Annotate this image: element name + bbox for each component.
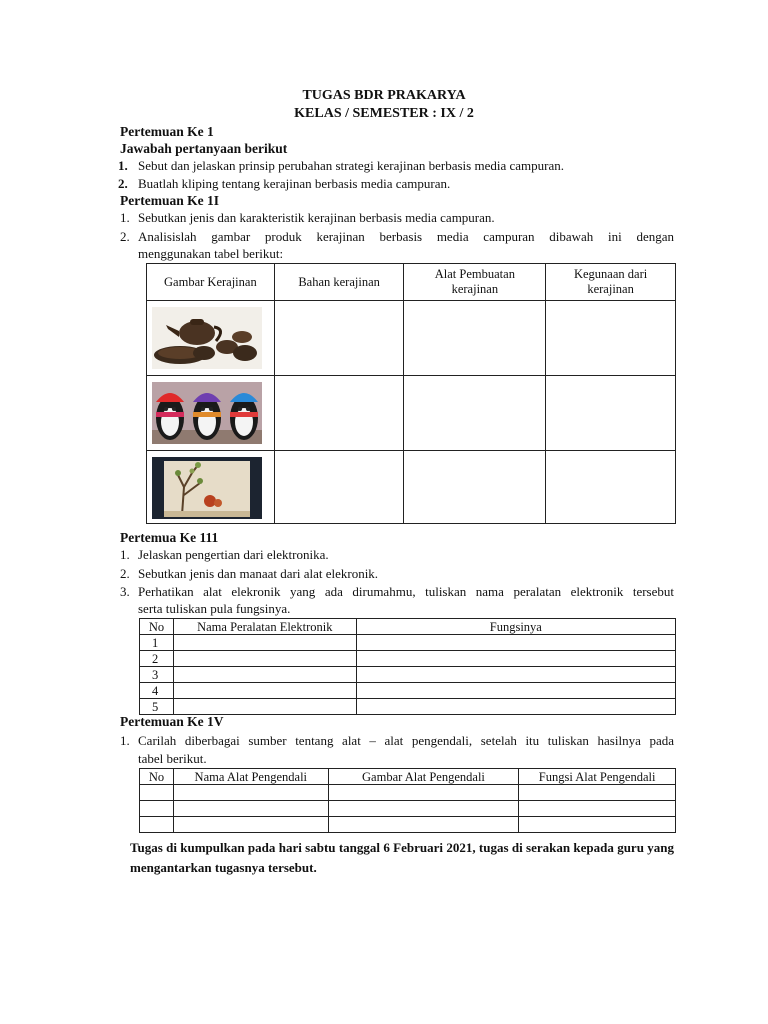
- meeting2-item1-number: 1.: [120, 210, 130, 225]
- meeting3-item1-text: Jelaskan pengertian dari elektronika.: [138, 547, 329, 562]
- table-row: [140, 817, 676, 833]
- meeting1-item2-text: Buatlah kliping tentang kerajinan berbasis media campuran.: [138, 176, 451, 191]
- meeting3-item3-number: 3.: [120, 584, 130, 599]
- meeting4-item1-text-cont: tabel berikut.: [138, 751, 207, 766]
- header-label: Alat Pembuatan: [434, 267, 515, 281]
- table-cell: [173, 635, 356, 651]
- meeting1-instruction: Jawabah pertanyaan berikut: [120, 141, 288, 156]
- table-row: [147, 376, 676, 451]
- row-number: 1: [140, 635, 174, 651]
- header-nama-peralatan: Nama Peralatan Elektronik: [173, 619, 356, 635]
- header-label: Bahan kerajinan: [298, 274, 380, 289]
- table-cell: [356, 699, 675, 715]
- meeting1-item1-number: 1.: [118, 158, 128, 173]
- table-cell: [404, 451, 546, 524]
- meeting1-item2-number: 2.: [118, 176, 128, 191]
- meeting3-item2-number: 2.: [120, 566, 130, 581]
- table-row: [140, 683, 676, 699]
- meeting1-item1-text: Sebut dan jelaskan prinsip perubahan strategi kerajinan berbasis media campuran.: [138, 158, 564, 173]
- table-cell: [274, 301, 404, 376]
- table-cell: [173, 785, 328, 801]
- row-number: [140, 785, 174, 801]
- table-header-row: [147, 264, 676, 301]
- table-row: [140, 651, 676, 667]
- header-bahan-kerajinan: [274, 264, 404, 301]
- table-cell: [173, 651, 356, 667]
- table-cell: [356, 667, 675, 683]
- table-cell: [519, 801, 676, 817]
- header-gambar-alat: Gambar Alat Pengendali: [328, 769, 519, 785]
- table-row: [140, 635, 676, 651]
- controller-table: [139, 768, 676, 833]
- row-number: 2: [140, 651, 174, 667]
- meeting3-item3-text-cont: serta tuliskan pula fungsinya.: [138, 601, 291, 616]
- meeting2-item2-number: 2.: [120, 229, 130, 244]
- meeting1-title: Pertemuan Ke 1: [120, 124, 214, 139]
- table-cell: [328, 801, 519, 817]
- header-label: Kegunaan dari: [573, 267, 648, 281]
- teapot-set-photo: [152, 307, 262, 369]
- row-number: 3: [140, 667, 174, 683]
- table-cell: [519, 817, 676, 833]
- meeting3-item3-text: Perhatikan alat elekronik yang ada dirumahmu, tuliskan nama peralatan elektronik tersebut: [138, 584, 674, 599]
- table-cell: [546, 376, 676, 451]
- meeting4-title: Pertemuan Ke 1V: [120, 714, 224, 729]
- table-cell: [274, 376, 404, 451]
- table-cell: [404, 301, 546, 376]
- image-cell: [147, 451, 275, 524]
- image-cell: [147, 301, 275, 376]
- meeting3-item1-number: 1.: [120, 547, 130, 562]
- electronics-table: [139, 618, 676, 715]
- table-row: [147, 451, 676, 524]
- header-fungsinya: Fungsinya: [356, 619, 675, 635]
- meeting2-item2-text-cont: menggunakan tabel berikut:: [138, 246, 284, 261]
- table-cell: [356, 683, 675, 699]
- meeting3-item2-text: Sebutkan jenis dan manaat dari alat elekronik.: [138, 566, 379, 581]
- row-number: 4: [140, 683, 174, 699]
- header-fungsi-alat: Fungsi Alat Pengendali: [519, 769, 676, 785]
- document-subtitle: KELAS / SEMESTER : IX / 2: [294, 106, 474, 121]
- table-cell: [546, 301, 676, 376]
- table-cell: [173, 817, 328, 833]
- header-no: No: [140, 619, 174, 635]
- table-header-row: [140, 619, 676, 635]
- header-no: No: [140, 769, 174, 785]
- header-kegunaan: [546, 264, 676, 301]
- header-label: Gambar Kerajinan: [164, 274, 257, 289]
- image-cell: [147, 376, 275, 451]
- meeting3-title: Pertemua Ke 111: [120, 530, 219, 545]
- table-cell: [173, 801, 328, 817]
- table-row: [140, 667, 676, 683]
- table-cell: [356, 651, 675, 667]
- header-label: kerajinan: [451, 282, 499, 296]
- table-cell: [328, 785, 519, 801]
- row-number: [140, 817, 174, 833]
- row-number: 5: [140, 699, 174, 715]
- table-row: [140, 785, 676, 801]
- table-cell: [546, 451, 676, 524]
- meeting2-item2-text: Analisislah gambar produk kerajinan berbasis media campuran dibawah ini dengan: [138, 229, 674, 244]
- meeting4-item1-number: 1.: [120, 733, 130, 748]
- table-header-row: [140, 769, 676, 785]
- header-gambar-kerajinan: [147, 264, 275, 301]
- meeting2-item1-text: Sebutkan jenis dan karakteristik kerajinan berbasis media campuran.: [138, 210, 495, 225]
- row-number: [140, 801, 174, 817]
- submission-note: Tugas di kumpulkan pada hari sabtu tanggal 6 Februari 2021, tugas di serakan kepada guru yang mengantarkan tugasnya tersebut.: [130, 840, 674, 875]
- meeting4-item1-text: Carilah diberbagai sumber tentang alat – alat pengendali, setelah itu tuliskan hasilnya pada: [138, 733, 674, 748]
- table-cell: [328, 817, 519, 833]
- document-title: TUGAS BDR PRAKARYA: [302, 88, 466, 103]
- header-nama-alat: Nama Alat Pengendali: [173, 769, 328, 785]
- penguin-bottles-photo: [152, 382, 262, 444]
- table-row: [140, 699, 676, 715]
- tree-collage-photo: [152, 457, 262, 519]
- table-cell: [173, 699, 356, 715]
- table-cell: [356, 635, 675, 651]
- table-cell: [519, 785, 676, 801]
- table-cell: [404, 376, 546, 451]
- table-cell: [173, 667, 356, 683]
- table-cell: [173, 683, 356, 699]
- meeting2-title: Pertemuan Ke 1I: [120, 193, 219, 208]
- table-row: [147, 301, 676, 376]
- table-row: [140, 801, 676, 817]
- craft-analysis-table: [146, 263, 676, 524]
- header-alat-pembuatan: [404, 264, 546, 301]
- header-label: kerajinan: [587, 282, 634, 296]
- table-cell: [274, 451, 404, 524]
